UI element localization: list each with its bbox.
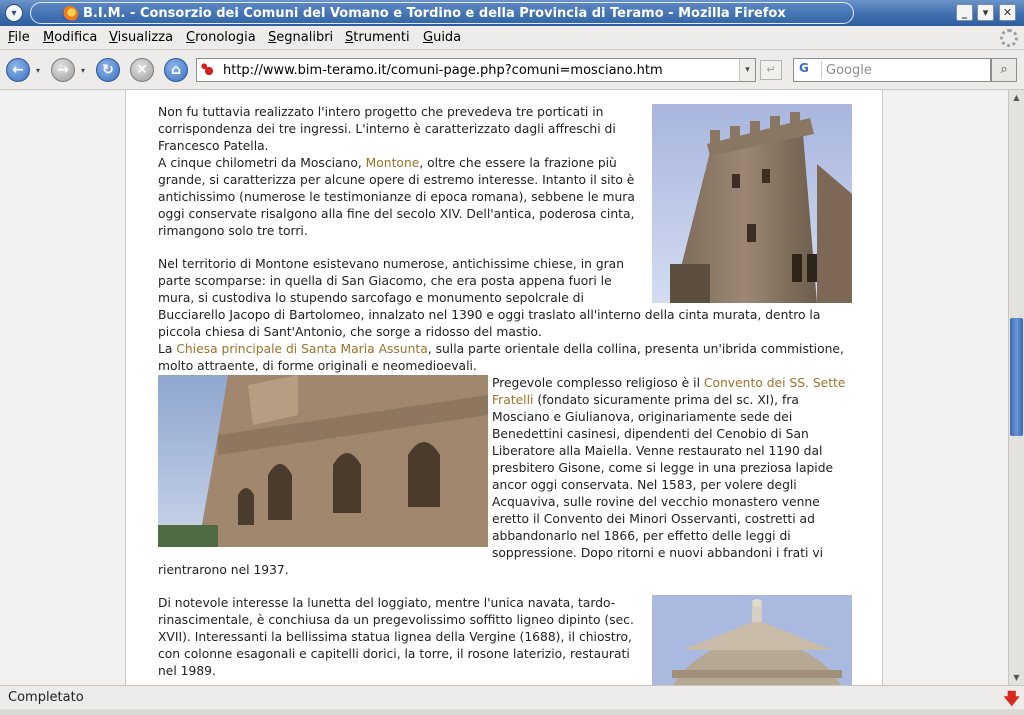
p2-text-b: La xyxy=(158,342,177,356)
url-text[interactable]: http://www.bim-teramo.it/comuni-page.php?comuni=mosciano.htm xyxy=(223,63,663,78)
menu-modifica[interactable]: Modifica xyxy=(43,30,98,45)
paragraph-3: Di notevole interesse la lunetta del loggiato, mentre l'unica navata, tardo-rinascimentale, è conchiusa da un pregevolissimo soffitto ligneo dipinto (sec. XVII). Interessanti la bellissima statua lignea della Vergine (1688), il chiostro, con colonne esagonali e capitelli dorici, la torre, il rosone laterizio, restaurati nel 1989. xyxy=(158,596,634,678)
go-button[interactable]: ↵ xyxy=(760,60,782,80)
scroll-up-icon[interactable]: ▲ xyxy=(1013,93,1020,102)
palazzo-photo xyxy=(158,375,488,547)
back-history-dropdown-icon[interactable]: ▾ xyxy=(36,66,41,75)
forward-button[interactable]: → xyxy=(51,58,75,82)
p1-text-a: Non fu tuttavia realizzato l'intero progetto che prevedeva tre porticati in corrispondenza dei tre ingressi. L'interno è caratterizzato dagli affreschi di Francesco Patella. xyxy=(158,105,616,153)
home-button[interactable]: ⌂ xyxy=(164,58,188,82)
link-santa-maria-assunta[interactable]: Chiesa principale di Santa Maria Assunta xyxy=(176,342,428,356)
p2-text-c: , sulla parte orientale della collina, presenta un'ibrida commistione, molto attraente, di forme originali e neomedioevali. xyxy=(158,342,844,373)
status-text: Completato xyxy=(8,690,84,705)
menu-cronologia[interactable]: Cronologia xyxy=(186,30,256,45)
content-viewport xyxy=(0,90,1008,685)
menu-visualizza[interactable]: Visualizza xyxy=(109,30,174,45)
p1-text-c: , oltre che essere la frazione più grande, si caratterizza per alcune opere di estremo interesse. Intanto il sito è antichissimo (numerose le testimonianze di epoca romana), sebbene le mura oggi conservate risalgono alla fine del secolo XIV. Dell'antica, poderosa cinta, rimangono solo tre torri. xyxy=(158,156,635,238)
link-convento-sette-fratelli[interactable]: Convento dei SS. Sette Fratelli xyxy=(492,376,846,407)
link-montone[interactable]: Montone xyxy=(365,156,420,170)
url-dropdown-icon[interactable]: ▾ xyxy=(739,59,755,81)
p1-text-b: A cinque chilometri da Mosciano, xyxy=(158,156,366,170)
maximize-button[interactable]: ▾ xyxy=(977,4,994,21)
paragraph-2 xyxy=(158,256,852,579)
site-favicon-icon xyxy=(201,63,217,79)
search-engine-icon[interactable]: G xyxy=(796,61,822,79)
p2-text-e: (fondato sicuramente prima del sc. XI), fra Mosciano e Giulianova, originariamente sede dei Benedettini casinesi, dipendenti del Cenobio di San Liberatore alla Maiella. Venne restaurato nel 1190 dal presbitero Gisone, come si legge in una preziosa lapide ancor oggi conservata. Nel 1583, per volere degli Acquaviva, sulle rovine del vecchio monastero venne eretto il Convento dei Minori Osservanti, costretti ad abbandonarlo nel 1866, per effetto delle leggi di soppressione. Dopo ritorni e nuovi abbandoni i frati vi rientrarono nel 1937. xyxy=(158,393,834,577)
back-button[interactable]: ← xyxy=(6,58,30,82)
forward-history-dropdown-icon[interactable]: ▾ xyxy=(81,66,86,75)
page-column xyxy=(125,90,883,685)
menu-segnalibri[interactable]: Segnalibri xyxy=(268,30,334,45)
window-menu-icon[interactable]: ▾ xyxy=(5,4,23,22)
window-title: B.I.M. - Consorzio dei Comuni del Vomano e Tordino e della Provincia di Teramo - Mozilla Firefox xyxy=(83,6,786,21)
menu-guida[interactable]: Guida xyxy=(423,30,462,45)
spacer xyxy=(158,579,852,595)
dome-photo xyxy=(652,595,852,685)
download-arrow-icon[interactable]: 🡇 xyxy=(1003,689,1020,708)
scroll-down-icon[interactable]: ▼ xyxy=(1013,673,1020,682)
minimize-button[interactable]: _ xyxy=(956,4,973,21)
menu-file[interactable]: File xyxy=(8,30,30,45)
menu-bar xyxy=(0,26,1024,50)
tower-photo xyxy=(652,104,852,303)
search-input[interactable]: Google xyxy=(826,63,872,78)
address-bar[interactable] xyxy=(196,58,756,82)
scroll-thumb[interactable] xyxy=(1010,318,1023,436)
article xyxy=(158,104,852,685)
reload-button[interactable]: ↻ xyxy=(96,58,120,82)
stop-button[interactable]: ✕ xyxy=(130,58,154,82)
p2-text-a: Nel territorio di Montone esistevano numerose, antichissime chiese, in gran parte scomparse: in quella di San Giacomo, che era posta appena fuori le mura, si custodiva lo stupendo sarcofago e monumento sepolcrale di Bucciarello Jacopo di Bartolomeo, innalzato nel 1390 e oggi traslato all'interno della cinta murata, dentro la piccola chiesa di Sant'Antonio, che sorge a ridosso del mastio. xyxy=(158,257,821,339)
vertical-scrollbar[interactable] xyxy=(1008,90,1024,685)
status-bar xyxy=(0,685,1024,709)
search-box[interactable] xyxy=(793,58,991,82)
close-button[interactable]: ✕ xyxy=(999,4,1016,21)
title-pill xyxy=(30,2,854,24)
search-go-button[interactable]: ⌕ xyxy=(991,58,1017,82)
throbber-icon xyxy=(1000,29,1018,47)
firefox-icon xyxy=(62,6,78,22)
navigation-toolbar xyxy=(0,50,1024,90)
p2-text-d: Pregevole complesso religioso è il xyxy=(492,376,704,390)
menu-strumenti[interactable]: Strumenti xyxy=(345,30,410,45)
title-bar xyxy=(0,0,1024,26)
